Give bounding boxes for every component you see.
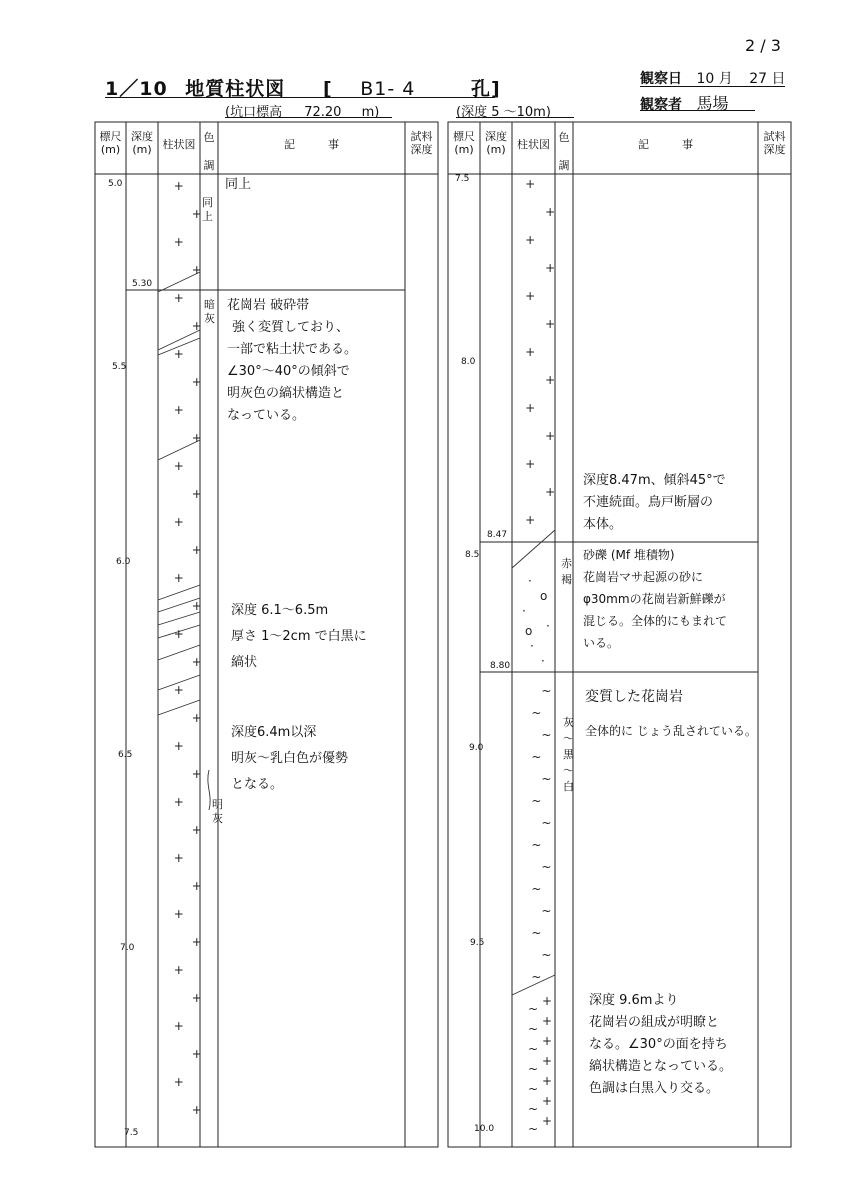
granite-symbol: +: [173, 627, 184, 641]
observer-label: 観察者: [640, 97, 682, 113]
granite-symbol: +: [173, 459, 184, 473]
granite-symbol: +: [173, 1075, 184, 1089]
observer-name: 馬場: [696, 94, 729, 113]
left-remark-2: 花崗岩 破砕帯 強く変質しており、 一部で粘土状である。 ∠30°～40°の傾斜で 明灰色の縞状構造と なっている。: [227, 298, 358, 423]
altered-symbol: ~: [541, 772, 552, 786]
left-scale-label: 5.5: [112, 362, 127, 372]
granite-symbol: +: [173, 403, 184, 417]
granite-symbol: +: [173, 739, 184, 753]
right-scale-label: 9.0: [469, 743, 484, 753]
altered-symbol: ~: [528, 1062, 539, 1076]
granite-symbol: +: [525, 289, 536, 303]
right-header-color: 色 調: [558, 131, 570, 172]
altered-symbol: ~: [541, 860, 552, 874]
title-hole: 孔]: [470, 78, 501, 100]
altered-symbol: ~: [531, 926, 542, 940]
left-header-remarks: 記 事: [284, 138, 339, 151]
granite-symbol: +: [173, 515, 184, 529]
right-remark-4: 深度 9.6mより 花崗岩の組成が明瞭と なる。∠30°の面を持ち 縞状構造となっている。 色調は白黒入り交る。: [589, 993, 733, 1096]
granite-symbol: +: [542, 1034, 553, 1048]
granite-symbol: +: [545, 261, 556, 275]
gravel-symbol: o: [525, 624, 533, 638]
granite-symbol: +: [191, 767, 202, 781]
right-header-depth: 深度 (m): [485, 130, 507, 156]
granite-symbol: +: [173, 851, 184, 865]
altered-symbol: ~: [531, 794, 542, 808]
left-scale-label: 6.0: [116, 557, 131, 567]
granite-symbol: +: [542, 1094, 553, 1108]
altered-symbol: ~: [528, 1042, 539, 1056]
date-month-unit: 月: [718, 71, 733, 87]
granite-symbol: +: [191, 375, 202, 389]
right-color-note: 灰～黒～白: [563, 716, 574, 793]
granite-symbol: +: [191, 431, 202, 445]
altered-symbol: ~: [528, 1082, 539, 1096]
right-depth-mark: 8.80: [490, 661, 511, 671]
granite-symbol: +: [525, 233, 536, 247]
granite-symbol: +: [191, 319, 202, 333]
altered-symbol: ~: [541, 728, 552, 742]
granite-symbol: +: [525, 401, 536, 415]
granite-symbol: +: [542, 1054, 553, 1068]
granite-symbol: +: [173, 235, 184, 249]
granite-symbol: +: [525, 345, 536, 359]
granite-symbol: +: [173, 1019, 184, 1033]
collar-label: (坑口標高: [225, 105, 283, 120]
granite-symbol: +: [191, 599, 202, 613]
right-color-note: 赤褐: [561, 557, 572, 586]
right-scale-label: 8.5: [465, 550, 480, 560]
granite-symbol: +: [173, 963, 184, 977]
altered-symbol: ~: [528, 1122, 539, 1136]
granite-symbol: +: [191, 263, 202, 277]
right-header-sample: 試料 深度: [763, 130, 786, 156]
right-header-remarks: 記 事: [638, 138, 693, 151]
altered-symbol: ~: [541, 816, 552, 830]
left-header-column: 柱状図: [162, 138, 196, 151]
altered-symbol: ~: [528, 1002, 539, 1016]
left-remark-4: 深度6.4m以深 明灰～乳白色が優勢 となる。: [231, 725, 349, 792]
date-label: 観察日: [640, 71, 682, 87]
granite-symbol: +: [173, 683, 184, 697]
collar-unit: m): [361, 105, 380, 120]
left-scale-label: 6.5: [118, 750, 133, 760]
granite-symbol: +: [173, 907, 184, 921]
granite-symbol: +: [191, 935, 202, 949]
gravel-symbol: ·: [528, 574, 532, 588]
altered-symbol: ~: [541, 684, 552, 698]
right-header-scale: 標尺 (m): [453, 130, 475, 156]
left-header-depth: 深度 (m): [131, 130, 153, 156]
date-day-unit: 日: [771, 71, 786, 87]
altered-symbol: ~: [531, 838, 542, 852]
gravel-symbol: ·: [530, 639, 534, 653]
altered-symbol: ~: [528, 1022, 539, 1036]
altered-symbol: ~: [531, 706, 542, 720]
granite-symbol: +: [525, 177, 536, 191]
right-scale-label: 9.5: [470, 938, 485, 948]
gravel-symbol: o: [540, 589, 548, 603]
right-scale-label: 7.5: [455, 174, 470, 184]
right-header-column: 柱状図: [517, 138, 550, 151]
altered-symbol: ~: [528, 1102, 539, 1116]
right-depth-mark: 8.47: [487, 530, 508, 540]
granite-symbol: +: [191, 655, 202, 669]
title-name: 地質柱状図: [185, 78, 286, 100]
granite-symbol: +: [191, 711, 202, 725]
granite-symbol: +: [173, 795, 184, 809]
granite-symbol: +: [545, 205, 556, 219]
left-scale-label: 7.5: [124, 1128, 139, 1138]
granite-symbol: +: [191, 1103, 202, 1117]
left-color-note: 暗灰: [204, 298, 215, 325]
granite-symbol: +: [545, 373, 556, 387]
granite-symbol: +: [191, 823, 202, 837]
left-remark-3: 深度 6.1～6.5m 厚さ 1～2cm で白黒に 縞状: [231, 603, 367, 670]
granite-symbol: +: [545, 485, 556, 499]
right-remark-1: 深度8.47m、傾斜45°で 不連続面。鳥戸断層の 本体。: [583, 473, 726, 532]
gravel-symbol: ·: [541, 654, 545, 668]
granite-symbol: +: [525, 513, 536, 527]
left-scale-label: 5.0: [108, 179, 123, 189]
granite-symbol: +: [173, 291, 184, 305]
left-scale-label: 7.0: [120, 943, 135, 953]
left-header-scale: 標尺 (m): [99, 130, 122, 156]
granite-symbol: +: [545, 429, 556, 443]
granite-symbol: +: [191, 879, 202, 893]
left-header-sample: 試料 深度: [410, 130, 433, 156]
granite-symbol: +: [173, 347, 184, 361]
gravel-symbol: ·: [522, 604, 526, 618]
left-remark-1: 同上: [225, 177, 252, 192]
granite-symbol: +: [542, 1014, 553, 1028]
granite-symbol: +: [525, 457, 536, 471]
granite-symbol: +: [191, 487, 202, 501]
granite-symbol: +: [173, 571, 184, 585]
title-scale: 1／10: [105, 78, 168, 100]
left-color-note: 同上: [202, 196, 213, 223]
date-day: 27: [749, 71, 768, 87]
date-month: 10: [696, 71, 715, 87]
right-remark-2: 砂礫 (Mf 堆積物) 花崗岩マサ起源の砂に φ30mmの花崗岩新鮮礫が 混じる。全体的にもまれて いる。: [583, 548, 728, 650]
right-scale-label: 10.0: [474, 1124, 495, 1134]
collar-value: 72.20: [304, 105, 342, 120]
altered-symbol: ~: [531, 750, 542, 764]
granite-symbol: +: [191, 991, 202, 1005]
granite-symbol: +: [542, 1074, 553, 1088]
left-header-color: 色 調: [203, 131, 215, 172]
altered-symbol: ~: [541, 948, 552, 962]
altered-symbol: ~: [541, 904, 552, 918]
page-number: 2 / 3: [745, 36, 781, 55]
title-bracket: [: [322, 78, 333, 100]
granite-symbol: +: [191, 207, 202, 221]
granite-symbol: +: [542, 1114, 553, 1128]
granite-symbol: +: [191, 543, 202, 557]
granite-symbol: +: [173, 179, 184, 193]
depth-range: (深度 5 ～10m): [456, 105, 551, 120]
right-scale-label: 8.0: [461, 357, 476, 367]
altered-symbol: ~: [531, 882, 542, 896]
right-remark-3: 変質した花崗岩 全体的に じょう乱されている。: [585, 689, 757, 738]
title-borehole: B1- 4: [360, 78, 416, 100]
left-color-note: 明灰: [212, 798, 223, 825]
left-depth-mark: 5.30: [132, 279, 153, 289]
granite-symbol: +: [542, 994, 553, 1008]
granite-symbol: +: [191, 1047, 202, 1061]
gravel-symbol: ·: [546, 619, 550, 633]
altered-symbol: ~: [531, 970, 542, 984]
granite-symbol: +: [545, 317, 556, 331]
